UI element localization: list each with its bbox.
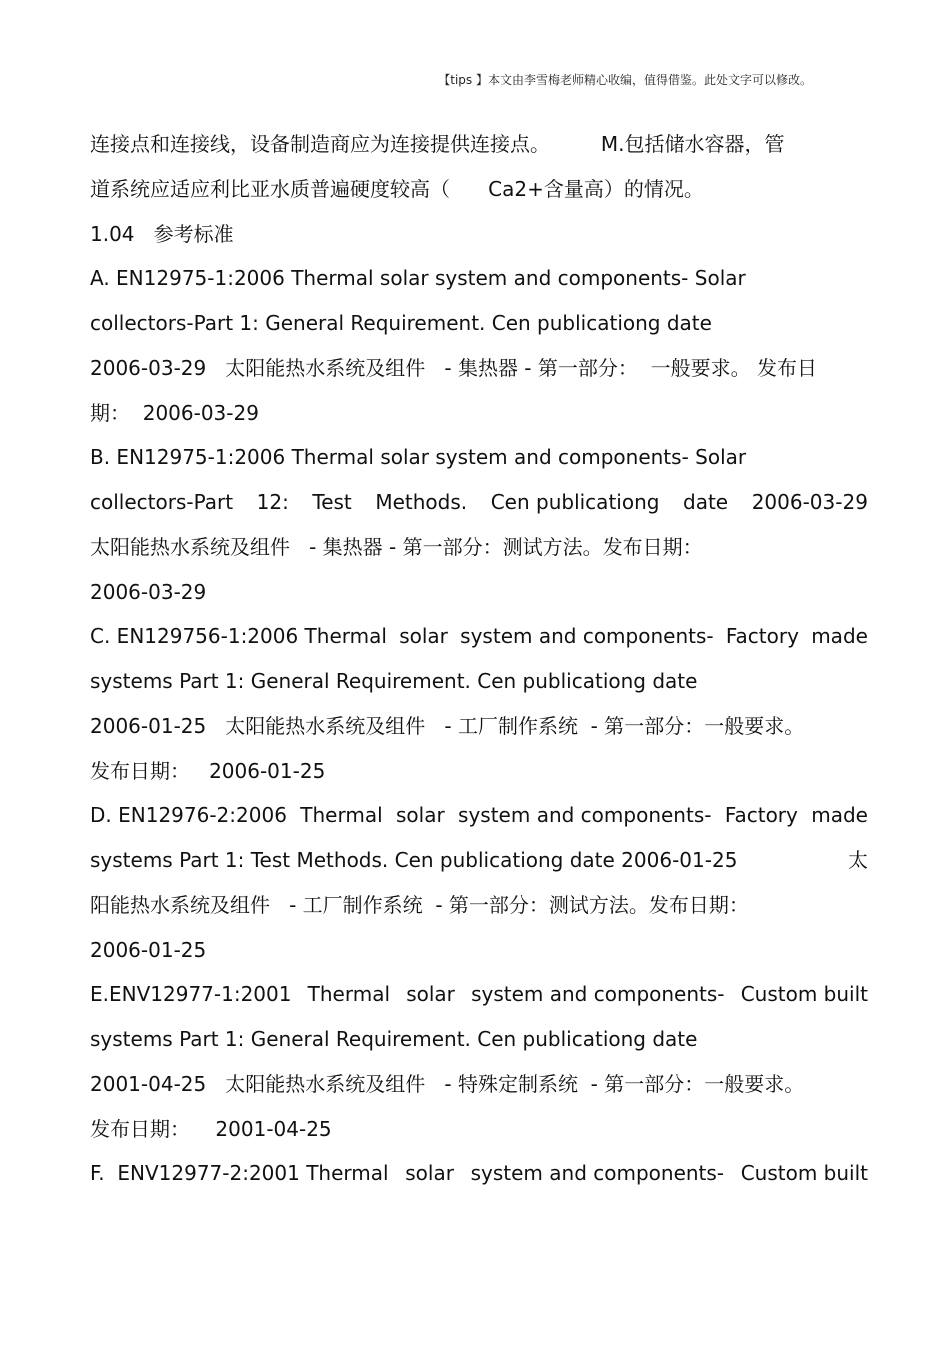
- text-segment: system and components-: [471, 982, 725, 1007]
- text-segment: made: [811, 803, 868, 828]
- text-line: 太阳能热水系统及组件 - 集热器 - 第一部分：测试方法。发布日期：: [90, 534, 703, 559]
- text-line: [90, 489, 868, 515]
- text-segment: E.ENV12977-1:2001: [90, 982, 292, 1007]
- text-segment: systems Part 1: Test Methods. Cen publicationg date 2006-01-25: [90, 848, 738, 872]
- text-segment: system and components-: [460, 624, 714, 649]
- text-line: 发布日期： 2006-01-25: [90, 758, 326, 783]
- text-segment: Thermal: [307, 982, 391, 1007]
- text-segment: collectors-Part: [90, 490, 234, 514]
- text-line: 道系统应适应利比亚水质普遍硬度较高（ Ca2+含量高）的情况。: [90, 176, 704, 201]
- text-line: 发布日期： 2001-04-25: [90, 1116, 332, 1141]
- text-line: A. EN12975-1:2006 Thermal solar system and components- Solar: [90, 266, 746, 291]
- text-segment: solar: [399, 624, 448, 649]
- text-segment: Factory: [725, 624, 799, 649]
- text-segment: Test: [312, 490, 352, 514]
- text-segment: Factory: [724, 803, 798, 828]
- text-line: [90, 623, 868, 649]
- text-segment: 12:: [256, 490, 289, 514]
- text-segment: C. EN129756-1:2006 Thermal: [90, 624, 387, 649]
- text-segment: Custom built: [740, 1161, 868, 1186]
- text-segment: Methods.: [375, 490, 468, 514]
- text-segment: system and components-: [470, 1161, 725, 1186]
- text-segment: Thermal: [300, 803, 383, 828]
- text-line: 期： 2006-03-29: [90, 400, 259, 425]
- text-line: [90, 1160, 868, 1186]
- text-line: [90, 802, 868, 828]
- text-line: 2006-01-25 太阳能热水系统及组件 - 工厂制作系统 - 第一部分：一般要求。: [90, 713, 805, 738]
- text-line: 2006-01-25: [90, 937, 207, 962]
- text-segment: system and components-: [458, 803, 712, 828]
- header-tips: 【tips 】本文由李雪梅老师精心收编，值得借鉴。此处文字可以修改。: [438, 73, 812, 87]
- text-segment: 太: [848, 848, 868, 872]
- text-line: 阳能热水系统及组件 - 工厂制作系统 - 第一部分：测试方法。发布日期：: [90, 892, 749, 917]
- text-segment: solar: [395, 803, 445, 828]
- text-segment: D. EN12976-2:2006: [90, 803, 287, 828]
- text-line: 2006-03-29 太阳能热水系统及组件 - 集热器 - 第一部分： 一般要求。 发布日: [90, 355, 817, 380]
- text-segment: Cen publicationg: [490, 490, 660, 514]
- text-line: 2001-04-25 太阳能热水系统及组件 - 特殊定制系统 - 第一部分：一般要求。: [90, 1071, 805, 1096]
- text-line: 连接点和连接线，设备制造商应为连接提供连接点。 M.包括储水容器，管: [90, 132, 785, 156]
- text-segment: made: [811, 624, 868, 649]
- text-segment: solar: [405, 1161, 454, 1186]
- text-line: [90, 981, 868, 1007]
- text-segment: F. ENV12977-2:2001 Thermal: [90, 1161, 389, 1186]
- text-line: [90, 847, 868, 873]
- text-segment: Custom built: [740, 982, 868, 1007]
- text-line: B. EN12975-1:2006 Thermal solar system and components- Solar: [90, 445, 747, 470]
- text-line: systems Part 1: General Requirement. Cen publicationg date: [90, 1027, 698, 1051]
- text-line: collectors-Part 1: General Requirement. Cen publicationg date: [90, 311, 712, 335]
- text-segment: solar: [406, 982, 455, 1007]
- text-segment: date: [683, 490, 729, 514]
- text-line: 1.04 参考标准: [90, 221, 234, 246]
- text-line: 2006-03-29: [90, 579, 207, 604]
- text-line: systems Part 1: General Requirement. Cen publicationg date: [90, 669, 698, 693]
- text-segment: 2006-03-29: [751, 490, 868, 514]
